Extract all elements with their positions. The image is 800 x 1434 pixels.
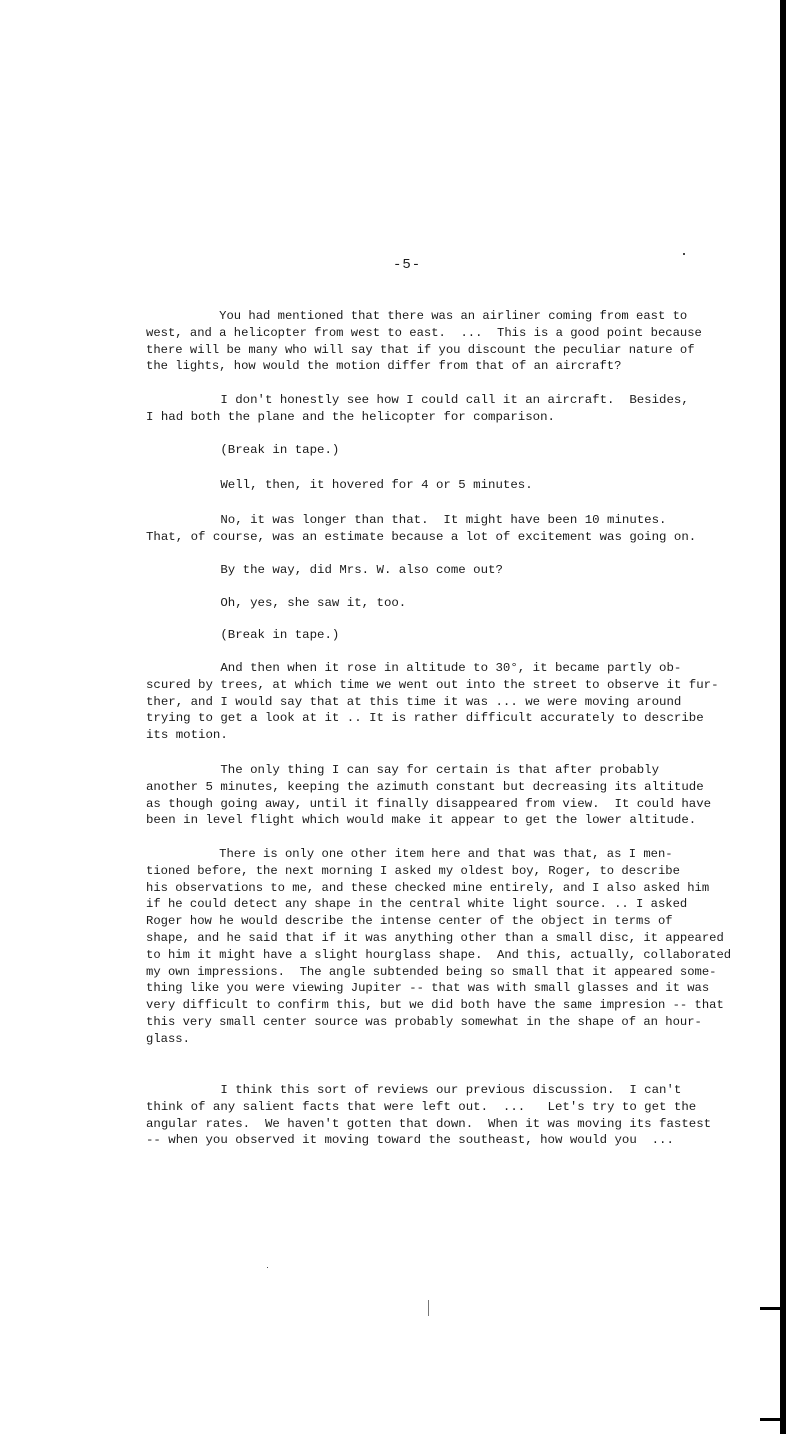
paragraph-4: Well, then, it hovered for 4 or 5 minutes. xyxy=(146,478,533,492)
page-number: -5- xyxy=(393,257,422,273)
paragraph-8: (Break in tape.) xyxy=(146,628,340,642)
paragraph-11: There is only one other item here and that was that, as I men- tioned before, the next morning I asked my oldest boy, Roger, to describe his observations to me, and these checked mine entirely, and I also asked him if he could detect any shape in the central white light source. .. I asked Roger how he would describe the intense center of the object in terms of shape, and he said that if it was anything other than a small disc, it appeared to him it might have a slight hourglass shape. And this, actually, collaborated my own impressions. The angle subtended being so small that it appeared some- thing like you were viewing Jupiter -- that was with small glasses and it was very difficult to confirm this, but we did both have the same impresion -- that this very small center source was probably somewhat in the shape of an hour- glass. xyxy=(146,847,732,1046)
speck-2 xyxy=(428,1300,429,1316)
paragraph-2: I don't honestly see how I could call it an aircraft. Besides, I had both the plane and the helicopter for comparison. xyxy=(146,393,689,424)
scan-mark-bottom xyxy=(760,1418,782,1421)
paragraph-6: By the way, did Mrs. W. also come out? xyxy=(146,563,503,577)
paragraph-1: You had mentioned that there was an airliner coming from east to west, and a helicopter from west to east. ... This is a good point because there will be many who will say that if you discount the peculiar nature of the lights, how would the motion differ from that of an aircraft? xyxy=(146,309,702,374)
scan-mark-lower xyxy=(760,1307,782,1310)
paragraph-3: (Break in tape.) xyxy=(146,443,340,457)
speck-3 xyxy=(267,1267,268,1268)
paragraph-9: And then when it rose in altitude to 30°, it became partly ob- scured by trees, at which time we went out into the street to observe it fur- ther, and I would say that at this time it was ... we were moving around trying to get a look at it .. It is rather difficult accurately to describe its motion. xyxy=(146,661,719,743)
paragraph-5: No, it was longer than that. It might have been 10 minutes. That, of course, was an estimate because a lot of excitement was going on. xyxy=(146,513,697,544)
scan-edge-right xyxy=(780,0,786,1434)
paragraph-10: The only thing I can say for certain is that after probably another 5 minutes, keeping the azimuth constant but decreasing its altitude as though going away, until it finally disappeared from view. It could have been in level flight which would make it appear to get the lower altitude. xyxy=(146,763,712,828)
speck-1 xyxy=(683,253,685,255)
paragraph-12: I think this sort of reviews our previous discussion. I can't think of any salient facts that were left out. ... Let's try to get the angular rates. We haven't gotten that down. When it was moving its fastest -- when you observed it moving toward the southeast, how would you ... xyxy=(146,1083,712,1148)
paragraph-7: Oh, yes, she saw it, too. xyxy=(146,596,407,610)
